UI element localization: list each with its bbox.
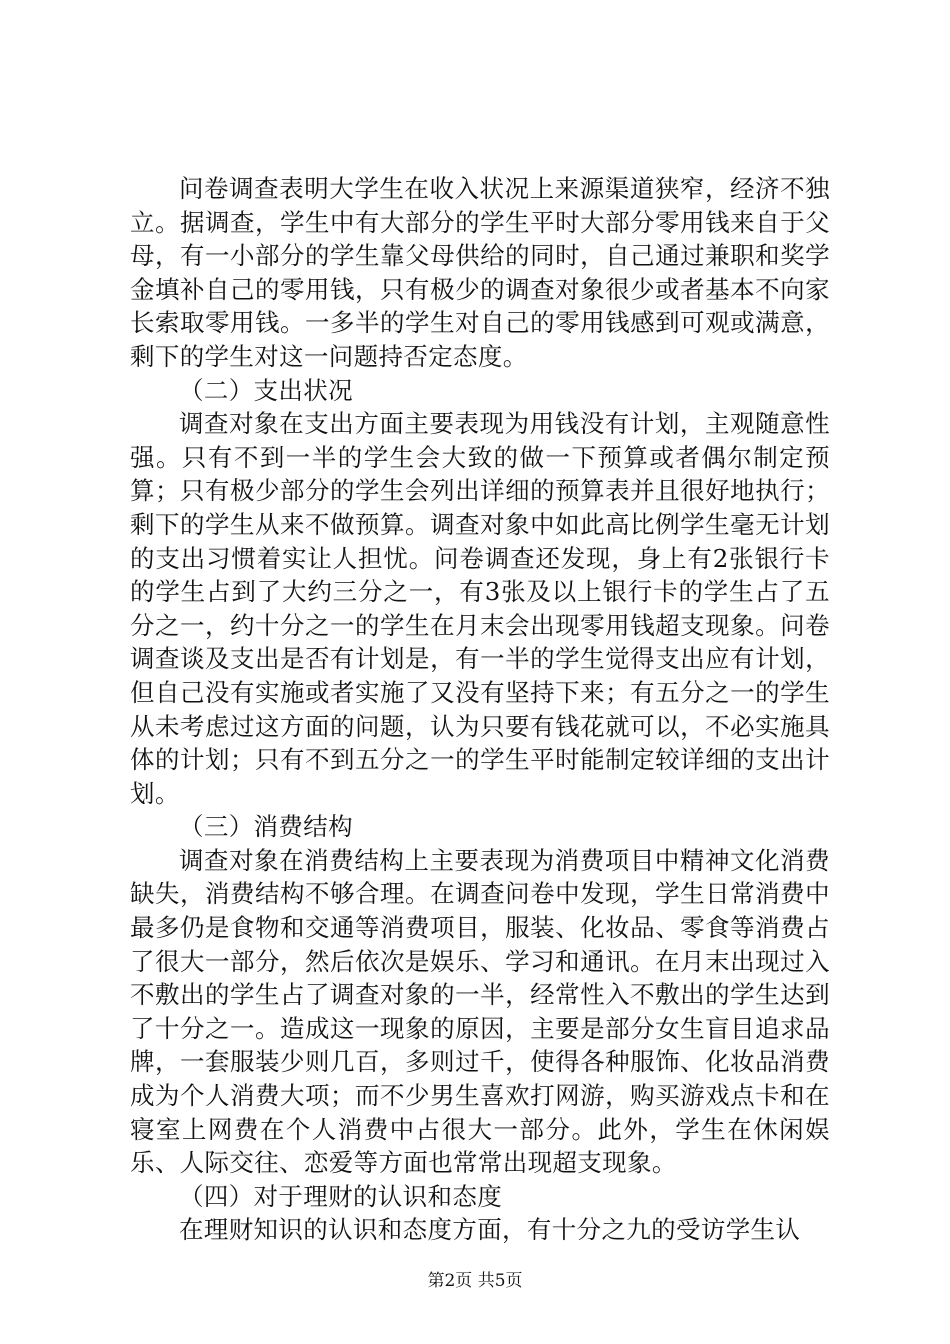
section-heading-financial-attitude: （四）对于理财的认识和态度 [179,1181,503,1211]
paragraph-expenditure: 调查对象在支出方面主要表现为用钱没有计划，主观随意性强。只有不到一半的学生会大致的做一下预算或者偶尔制定预算；只有极少部分的学生会列出详细的预算表并且很好地执行；剩下的学生从来不做预算。调查对象中如此高比例学生毫无计划的支出习惯着实让人担忧。问卷调查还发现，身上有2张银行卡的学生占到了大约三分之一，有3张及以上银行卡的学生占了五分之一，约十分之一的学生在月末会出现零用钱超支现象。问卷调查谈及支出是否有计划是，有一半的学生觉得支出应有计划，但自己没有实施或者实施了又没有坚持下来；有五分之一的学生从未考虑过这方面的问题，认为只要有钱花就可以，不必实施具体的计划；只有不到五分之一的学生平时能制定较详细的支出计划。 [130,409,830,808]
section-heading-expenditure: （二）支出状况 [179,375,353,405]
paragraph-income: 问卷调查表明大学生在收入状况上来源渠道狭窄，经济不独立。据调查，学生中有大部分的学生平时大部分零用钱来自于父母，有一小部分的学生靠父母供给的同时，自己通过兼职和奖学金填补自己的零用钱，只有极少的调查对象很少或者基本不向家长索取零用钱。一多半的学生对自己的零用钱感到可观或满意，剩下的学生对这一问题持否定态度。 [130,174,830,371]
document-body [130,172,830,1247]
paragraph-financial-attitude: 在理财知识的认识和态度方面，有十分之九的受访学生认 [179,1215,801,1245]
section-heading-consumption-structure: （三）消费结构 [179,812,353,842]
page-number-footer: 第2页 共5页 [427,1271,523,1291]
paragraph-consumption-structure: 调查对象在消费结构上主要表现为消费项目中精神文化消费缺失，消费结构不够合理。在调查问卷中发现，学生日常消费中最多仍是食物和交通等消费项目，服装、化妆品、零食等消费占了很大一部分，然后依次是娱乐、学习和通讯。在月末出现过入不敷出的学生占了调查对象的一半，经常性入不敷出的学生达到了十分之一。造成这一现象的原因，主要是部分女生盲目追求品牌，一套服装少则几百，多则过千，使得各种服饰、化妆品消费成为个人消费大项；而不少男生喜欢打网游，购买游戏点卡和在寝室上网费在个人消费中占很大一部分。此外，学生在休闲娱乐、人际交往、恋爱等方面也常常出现超支现象。 [130,845,830,1178]
